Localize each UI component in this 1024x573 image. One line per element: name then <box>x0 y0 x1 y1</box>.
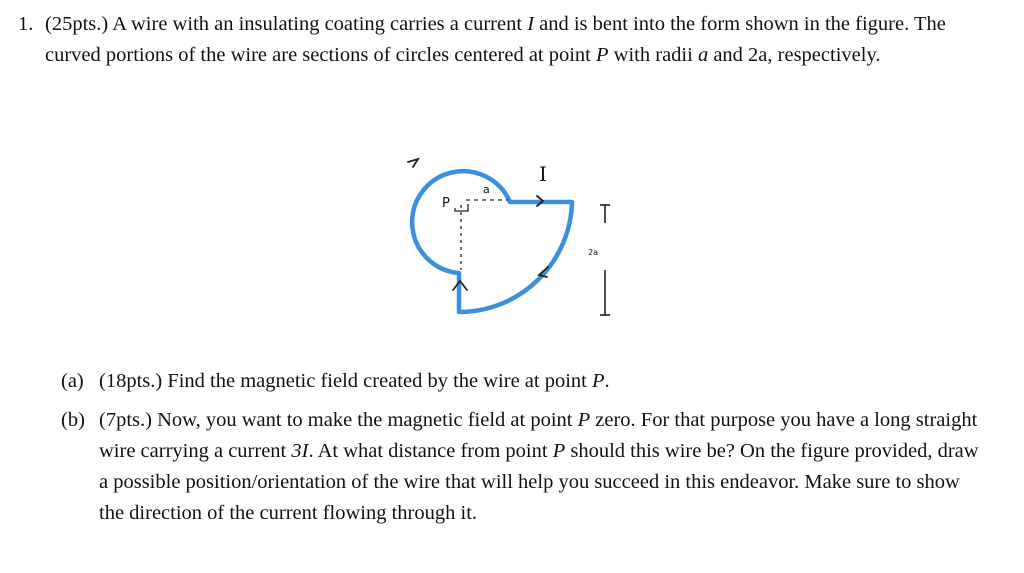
current-I-label: I <box>539 162 547 186</box>
problem-statement <box>18 9 998 71</box>
part-b-points: (7pts.) <box>99 409 152 431</box>
part-a-points: (18pts.) <box>99 370 163 392</box>
part-a: (a) (18pts.) Find the magnetic field created by the wire at point P. <box>61 366 981 397</box>
problem-points: (25pts.) <box>45 13 109 35</box>
current-arrows <box>408 159 548 290</box>
arrow-top-left <box>408 159 418 167</box>
radius-2a-label: 2a <box>588 248 598 257</box>
question-parts <box>61 366 981 537</box>
wire-figure <box>380 145 640 330</box>
radius-markers <box>455 200 508 270</box>
part-b-label: (b) <box>61 409 85 431</box>
part-b: (b) (7pts.) Now, you want to make the magnetic field at point P zero. For that purpose you have a long straight wire carrying a current 3I. At what distance from point P should this wire be? On the figure provided, draw a possible position/orientation of the wire that will help you succeed in this endeavor. Make sure to show the direction of the current flowing through it. <box>61 405 981 529</box>
wire-path <box>412 171 572 312</box>
part-a-label: (a) <box>61 370 84 392</box>
radius-a-label: a <box>483 183 490 196</box>
dimension-2a <box>600 205 610 315</box>
problem-text: (25pts.) A wire with an insulating coating carries a current I and is bent into the form shown in the figure. The curved portions of the wire are sections of circles centered at point P with radii a and 2a, respectively. <box>45 13 946 66</box>
point-P-label: P <box>442 196 450 211</box>
problem-number: 1. <box>18 13 34 35</box>
